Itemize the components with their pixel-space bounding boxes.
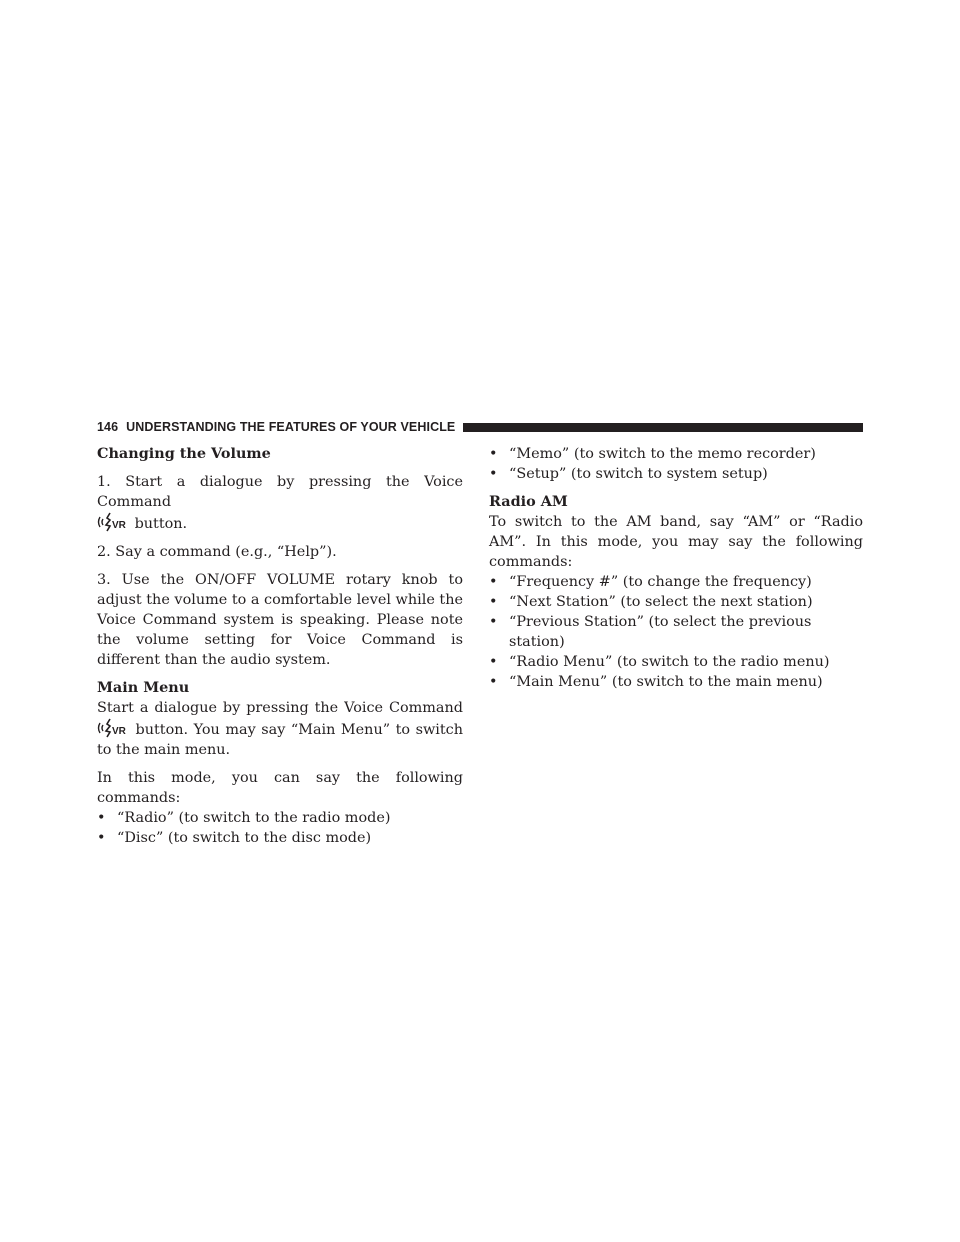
- step-3: 3. Use the ON/OFF VOLUME rotary knob to adjust the volume to a comfortable level while the Voice Command system is speaking. Please note the volume setting for Voice Command is different than the audio system.: [97, 572, 463, 668]
- list-item: [489, 592, 863, 612]
- list-item: [489, 672, 863, 692]
- bullet-dot: •: [489, 574, 498, 590]
- bullet-dot: •: [489, 614, 498, 630]
- bullet-dot: •: [489, 674, 498, 690]
- step-2: 2. Say a command (e.g., “Help”).: [97, 544, 337, 560]
- main-menu-intro: [97, 698, 463, 760]
- bullet-dot: •: [489, 654, 498, 670]
- main-menu-heading: Main Menu: [97, 679, 190, 696]
- svg-text:VR: VR: [112, 726, 126, 737]
- header-rule: [463, 423, 863, 432]
- bullet-text: “Radio” (to switch to the radio mode): [117, 810, 391, 826]
- list-item: [489, 572, 863, 592]
- list-item: [489, 652, 863, 672]
- page-header: [97, 419, 863, 435]
- bullet-dot: •: [489, 466, 498, 482]
- bullet-text: “Main Menu” (to switch to the main menu): [509, 674, 823, 690]
- voice-command-icon: [97, 718, 130, 738]
- bullet-text: “Disc” (to switch to the disc mode): [117, 830, 372, 846]
- step-1: [97, 472, 463, 534]
- bullet-text: “Frequency #” (to change the frequency): [509, 574, 812, 590]
- main-menu-intro-tail: button. You may say “Main Menu” to switch to the main menu.: [97, 722, 463, 758]
- list-item: [97, 828, 463, 848]
- section-title: UNDERSTANDING THE FEATURES OF YOUR VEHICLE: [126, 420, 456, 434]
- page-number: 146: [97, 420, 119, 434]
- radio-am-heading: Radio AM: [489, 493, 568, 510]
- list-item: [489, 612, 863, 652]
- bullet-text: “Setup” (to switch to system setup): [509, 466, 768, 482]
- voice-command-icon: [97, 512, 130, 532]
- bullet-text: “Radio Menu” (to switch to the radio menu): [509, 654, 830, 670]
- bullet-text: “Memo” (to switch to the memo recorder): [509, 446, 816, 462]
- bullet-dot: •: [97, 830, 106, 846]
- right-column: [489, 444, 863, 692]
- step-1-button-text: button.: [134, 516, 188, 532]
- changing-volume-heading: Changing the Volume: [97, 445, 271, 462]
- main-menu-intro-text: Start a dialogue by pressing the Voice Command: [97, 700, 463, 716]
- radio-am-intro: To switch to the AM band, say “AM” or “Radio AM”. In this mode, you may say the following commands:: [489, 514, 863, 570]
- bullet-dot: •: [97, 810, 106, 826]
- left-column: [97, 444, 463, 848]
- list-item: [489, 444, 863, 464]
- main-menu-mode-text: In this mode, you can say the following commands:: [97, 770, 463, 806]
- list-item: [97, 808, 463, 828]
- step-1-text: 1. Start a dialogue by pressing the Voice Command: [97, 474, 463, 510]
- bullet-text: “Next Station” (to select the next station): [509, 594, 813, 610]
- list-item: [489, 464, 863, 484]
- bullet-dot: •: [489, 594, 498, 610]
- bullet-text: “Previous Station” (to select the previous station): [509, 614, 812, 650]
- svg-text:VR: VR: [112, 520, 126, 531]
- bullet-dot: •: [489, 446, 498, 462]
